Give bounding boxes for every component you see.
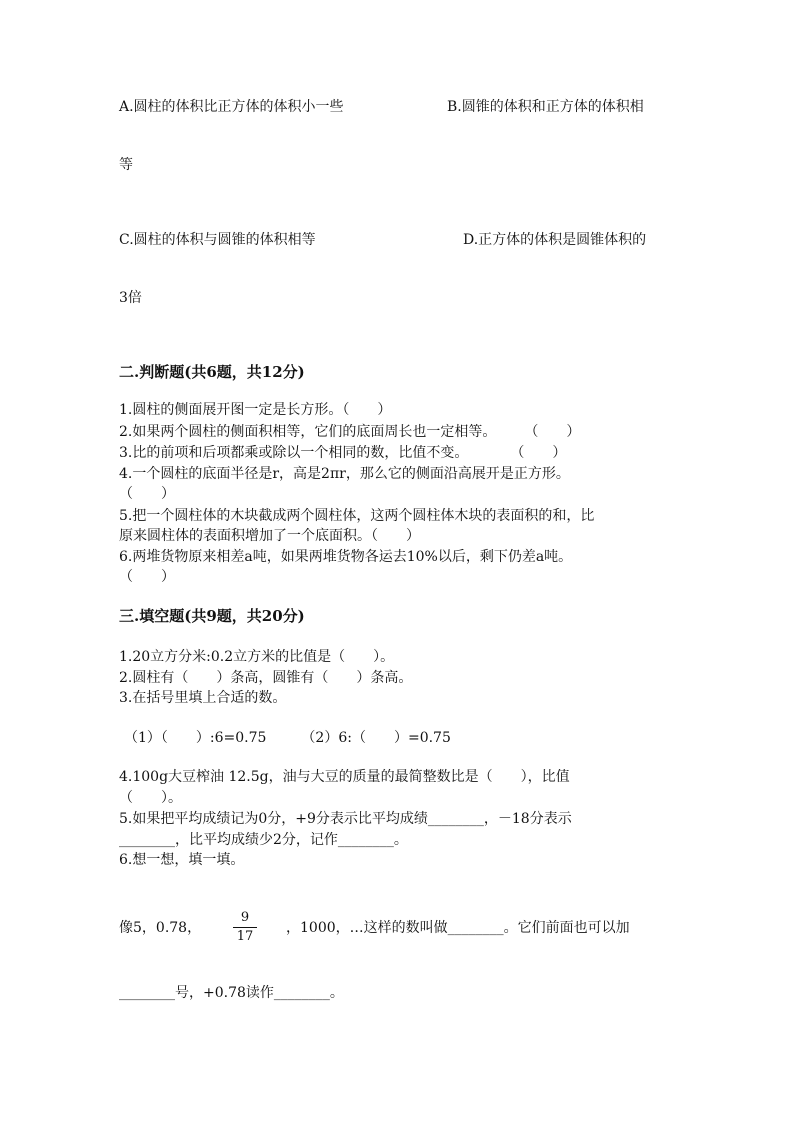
fill-question: 5.如果把平均成绩记为0分，+9分表示比平均成绩________，－18分表示 (119, 811, 572, 827)
choice-option-b: B.圆锥的体积和正方体的体积相 (447, 99, 644, 115)
fraction-numerator: 9 (240, 910, 250, 925)
fill-question: 4.100g大豆榨油 12.5g，油与大豆的质量的最简整数比是（ ），比值 (119, 769, 570, 785)
tf-question: 3.比的前项和后项都乘或除以一个相同的数，比值不变。 （ ） (119, 445, 567, 461)
fill-question: （ ）。 (119, 790, 182, 806)
tf-question: 2.如果两个圆柱的侧面积相等，它们的底面周长也一定相等。 （ ） (119, 424, 581, 440)
fraction-denominator: 17 (236, 929, 254, 944)
fill-question: 1.20立方分米:0.2立方米的比值是（ ）。 (119, 649, 395, 665)
choice-option-d: D.正方体的体积是圆锥体积的 (463, 232, 647, 248)
fill-question: （1）（ ）:6=0.75 （2）6:（ ）=0.75 (124, 730, 451, 746)
choice-option-a: A.圆柱的体积比正方体的体积小一些 (119, 99, 344, 115)
section-title-fill-blank: 三.填空题(共9题，共20分) (119, 607, 305, 625)
fill-question: 2.圆柱有（ ）条高，圆锥有（ ）条高。 (119, 670, 413, 686)
tf-question: （ ） (119, 569, 175, 585)
tf-question: 原来圆柱体的表面积增加了一个底面积。（ ） (119, 528, 420, 544)
q6-line-2: ________号，+0.78读作________。 (119, 985, 344, 1001)
fill-question: 3.在括号里填上合适的数。 (119, 690, 287, 706)
choice-option-b-continued: 等 (119, 157, 133, 173)
choice-option-c: C.圆柱的体积与圆锥的体积相等 (119, 232, 316, 248)
section-title-true-false: 二.判断题(共6题，共12分) (119, 363, 305, 381)
fraction-bar (233, 927, 257, 928)
fill-question: 6.想一想，填一填。 (119, 852, 245, 868)
tf-question: （ ） (119, 486, 175, 502)
tf-question: 6.两堆货物原来相差a吨，如果两堆货物各运去10%以后，剩下仍差a吨。 (119, 549, 573, 565)
choice-option-d-continued: 3倍 (119, 290, 142, 306)
tf-question: 5.把一个圆柱体的木块截成两个圆柱体，这两个圆柱体木块的表面积的和，比 (119, 508, 595, 524)
fill-question: ________，比平均成绩少2分，记作________。 (119, 832, 408, 848)
tf-question: 1.圆柱的侧面展开图一定是长方形。（ ） (119, 402, 392, 418)
tf-question: 4.一个圆柱的底面半径是r，高是2πr，那么它的侧面沿高展开是正方形。 (119, 466, 570, 482)
fraction (233, 910, 257, 945)
q6-line-start: 像5，0.78， (119, 920, 202, 936)
q6-line-end: ，1000，…这样的数叫做________。它们前面也可以加 (286, 920, 630, 936)
